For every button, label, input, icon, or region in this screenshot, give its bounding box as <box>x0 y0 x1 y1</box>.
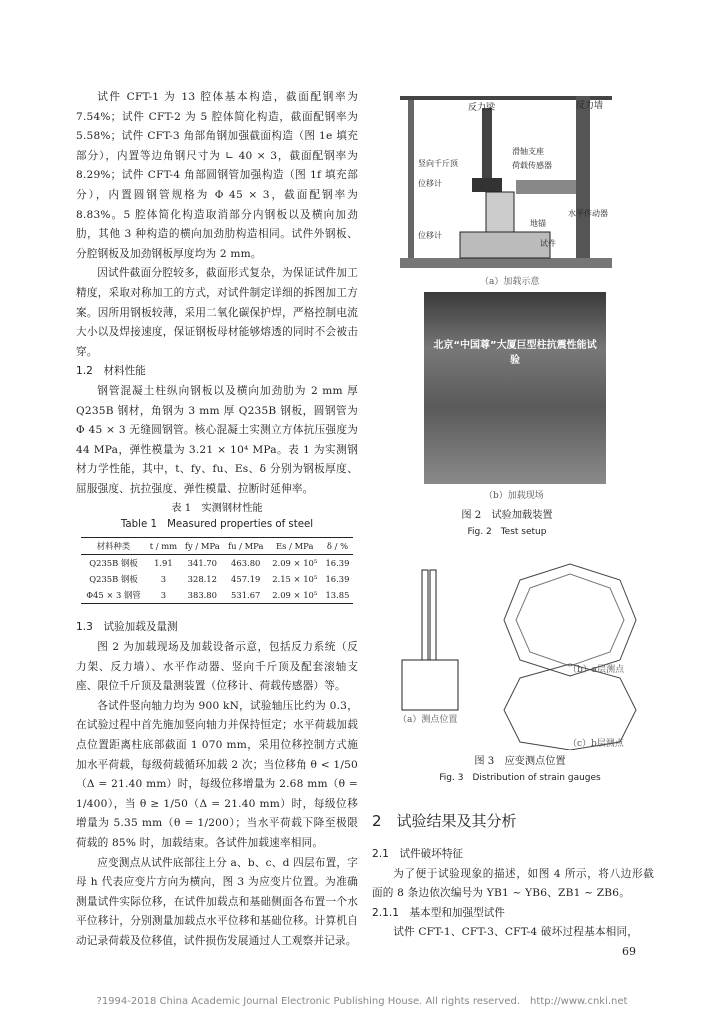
figure-2a-loading-schematic <box>400 88 614 278</box>
fig2-label: 荷载传感器 <box>512 161 552 170</box>
section-heading-2: 2 试验结果及其分析 <box>372 812 517 830</box>
paragraph: 应变测点从试件底部往上分 a、b、c、d 四层布置，字母 h 代表应变片方向为横向，图 3 为应变片位置。为准确测量试件实际位移，在试件加载点和基础侧面各布置一个水平位移计，分别测量加载点水平位移和基础位移。计算机自动记录荷载及位移值，试件损伤发展通过人工观察并记录。 <box>76 856 358 947</box>
paragraph: 为了便于试验现象的描述，如图 4 所示，将八边形截面的 8 条边依次编号为 YB1 ~ YB6、ZB1 ~ ZB6。 <box>372 867 654 900</box>
section-heading-2-1: 2.1 试件破坏特征 <box>372 848 464 860</box>
fig2-label: 位移计 <box>418 231 442 240</box>
fig2-label: 竖向千斤顶 <box>418 159 458 168</box>
table-row <box>81 571 353 587</box>
table-cell: 2.09 × 10⁵ <box>272 558 318 569</box>
table-row <box>81 555 353 572</box>
table-cell: 328.12 <box>187 574 217 585</box>
fig2-label: 位移计 <box>418 179 442 188</box>
table-cell: Q235B 钢板 <box>89 558 138 569</box>
figure-2-caption-cn: 图 2 试验加载装置 <box>461 510 553 521</box>
fig3b-subcaption: （b）a层测点 <box>568 665 625 675</box>
table-cell: 463.80 <box>231 558 261 569</box>
table-header: δ / % <box>322 538 353 555</box>
figure-2-caption-en: Fig. 2 Test setup <box>467 527 547 537</box>
table-caption-cn: 表 1 实测钢材性能 <box>171 503 263 515</box>
fig2-label: 地锚 <box>530 219 546 228</box>
fig2b-subcaption: （b）加载现场 <box>484 491 544 501</box>
fig2a-subcaption: （a）加载示意 <box>480 277 540 287</box>
table-cell: 2.09 × 10⁵ <box>268 587 322 604</box>
table-cell: 383.80 <box>181 587 224 604</box>
fig2-label: 滑轴支座 <box>512 147 544 156</box>
fig3a-subcaption: （a）测点位置 <box>398 715 458 725</box>
table-header: Es / MPa <box>268 538 322 555</box>
table-caption-en: Table 1 Measured properties of steel <box>120 519 314 531</box>
fig2-label: 水平作动器 <box>568 209 608 218</box>
table-cell: 3 <box>146 587 181 604</box>
section-heading-1-3: 1.3 试验加载及量测 <box>76 621 178 634</box>
fig2-label: 试件 <box>540 239 556 248</box>
table-cell: 13.85 <box>322 587 353 604</box>
paragraph: 图 2 为加载现场及加载设备示意，包括反力系统（反力架、反力墙）、水平作动器、竖向千斤顶及配套滚轴支座、限位千斤顶及量测装置（位移计、荷载传感器）等。 <box>76 641 358 693</box>
table-cell: Q235B 钢板 <box>89 574 138 585</box>
paragraph: 试件 CFT-1、CFT-3、CFT-4 破坏过程基本相同， <box>393 926 639 939</box>
photo-banner: 北京“中国尊”大厦巨型柱抗震性能试验 <box>433 340 597 366</box>
table-cell: Φ45 × 3 钢管 <box>81 587 146 604</box>
table-header: t / mm <box>146 538 181 555</box>
copyright-footer: ?1994-2018 China Academic Journal Electronic Publishing House. All rights reserved. http://www.cnki.net <box>96 996 628 1007</box>
fig2-label: 反力墙 <box>576 101 604 111</box>
paragraph: 因试件截面分腔较多，截面形式复杂，为保证试件加工精度，采取对称加工的方式，对试件制定详细的拆图加工方案。因所用钢板较薄，采用二氧化碳保护焊，严格控制电流大小以及焊接速度，保证钢板母材能够熔透的同时不会被击穿。 <box>76 267 358 358</box>
paragraph: 各试件竖向轴力均为 900 kN，试验轴压比约为 0.3，在试验过程中首先施加竖向轴力并保持恒定；水平荷载加载点位置距离柱底部截面 1 070 mm，采用位移控制方式施加水平荷载，每级荷载循环加载 2 次；当位移角 θ < 1/50（Δ = 21.40 mm）时，每级位移增量为 2.68 mm（θ = 1/400），当 θ ≥ 1/50（Δ = 21.40 mm）时，每级位移增量为 5.35 mm（θ = 1/200）；当水平荷载下降至极限荷载的 85% 时，加载结束。各试件加载速率相同。 <box>76 699 358 849</box>
table-cell: 2.15 × 10⁵ <box>272 574 318 585</box>
paragraph: 钢管混凝土柱纵向钢板以及横向加劲肋为 2 mm 厚 Q235B 钢材，角钢为 3 mm 厚 Q235B 钢板，圆钢管为 Φ 45 × 3 无缝圆钢管。核心混凝土实测立方体抗压强度为 44 MPa，弹性模量为 3.21 × 10⁴ MPa。表 1 为实测钢材力学性能，其中，t、fy、fu、Es、δ 分别为钢板厚度、屈服强度、抗拉强度、弹性模量、拉断时延伸率。 <box>76 384 358 495</box>
table-cell: 3 <box>160 574 167 585</box>
paragraph: 试件 CFT-1 为 13 腔体基本构造，截面配钢率为 7.54%；试件 CFT-2 为 5 腔体简化构造，截面配钢率为 5.58%；试件 CFT-3 角部角钢加强截面构造（图 1e 填充部分），内置等边角钢尺寸为 ∟ 40 × 3，截面配钢率为 8.29%；试件 CFT-4 角部圆钢管加强构造（图 1f 填充部分），内置圆钢管规格为 Φ 45 × 3，截面配钢率为 8.83%。5 腔体简化构造取消部分内钢板以及横向加劲肋，其他 3 种构造的横向加劲肋构造相同。试件外钢板、分腔钢板及加劲钢板厚度均为 2 mm。 <box>76 91 358 260</box>
fig3c-subcaption: （c）b层测点 <box>568 739 624 749</box>
table-cell: 531.67 <box>224 587 268 604</box>
fig2-label: 反力梁 <box>468 103 496 113</box>
section-heading-2-1-1: 2.1.1 基本型和加强型试件 <box>372 906 505 919</box>
figure-3-caption-cn: 图 3 应变测点位置 <box>474 756 566 767</box>
table-cell: 16.39 <box>325 558 350 569</box>
table-header: fu / MPa <box>224 538 268 555</box>
table-header: fy / MPa <box>181 538 224 555</box>
left-column <box>76 88 358 952</box>
page-number: 69 <box>622 945 636 958</box>
table-header: 材料种类 <box>81 538 146 555</box>
right-column-text <box>372 810 654 943</box>
table-cell: 341.70 <box>187 558 217 569</box>
table-cell: 1.91 <box>154 558 173 569</box>
steel-properties-table <box>81 537 353 604</box>
table-cell: 457.19 <box>231 574 261 585</box>
table-row <box>81 587 353 604</box>
figure-3-caption-en: Fig. 3 Distribution of strain gauges <box>439 773 601 783</box>
figure-2b-test-photo <box>424 292 606 484</box>
table-cell: 16.39 <box>325 574 350 585</box>
section-heading-1-2: 1.2 材料性能 <box>76 365 146 378</box>
